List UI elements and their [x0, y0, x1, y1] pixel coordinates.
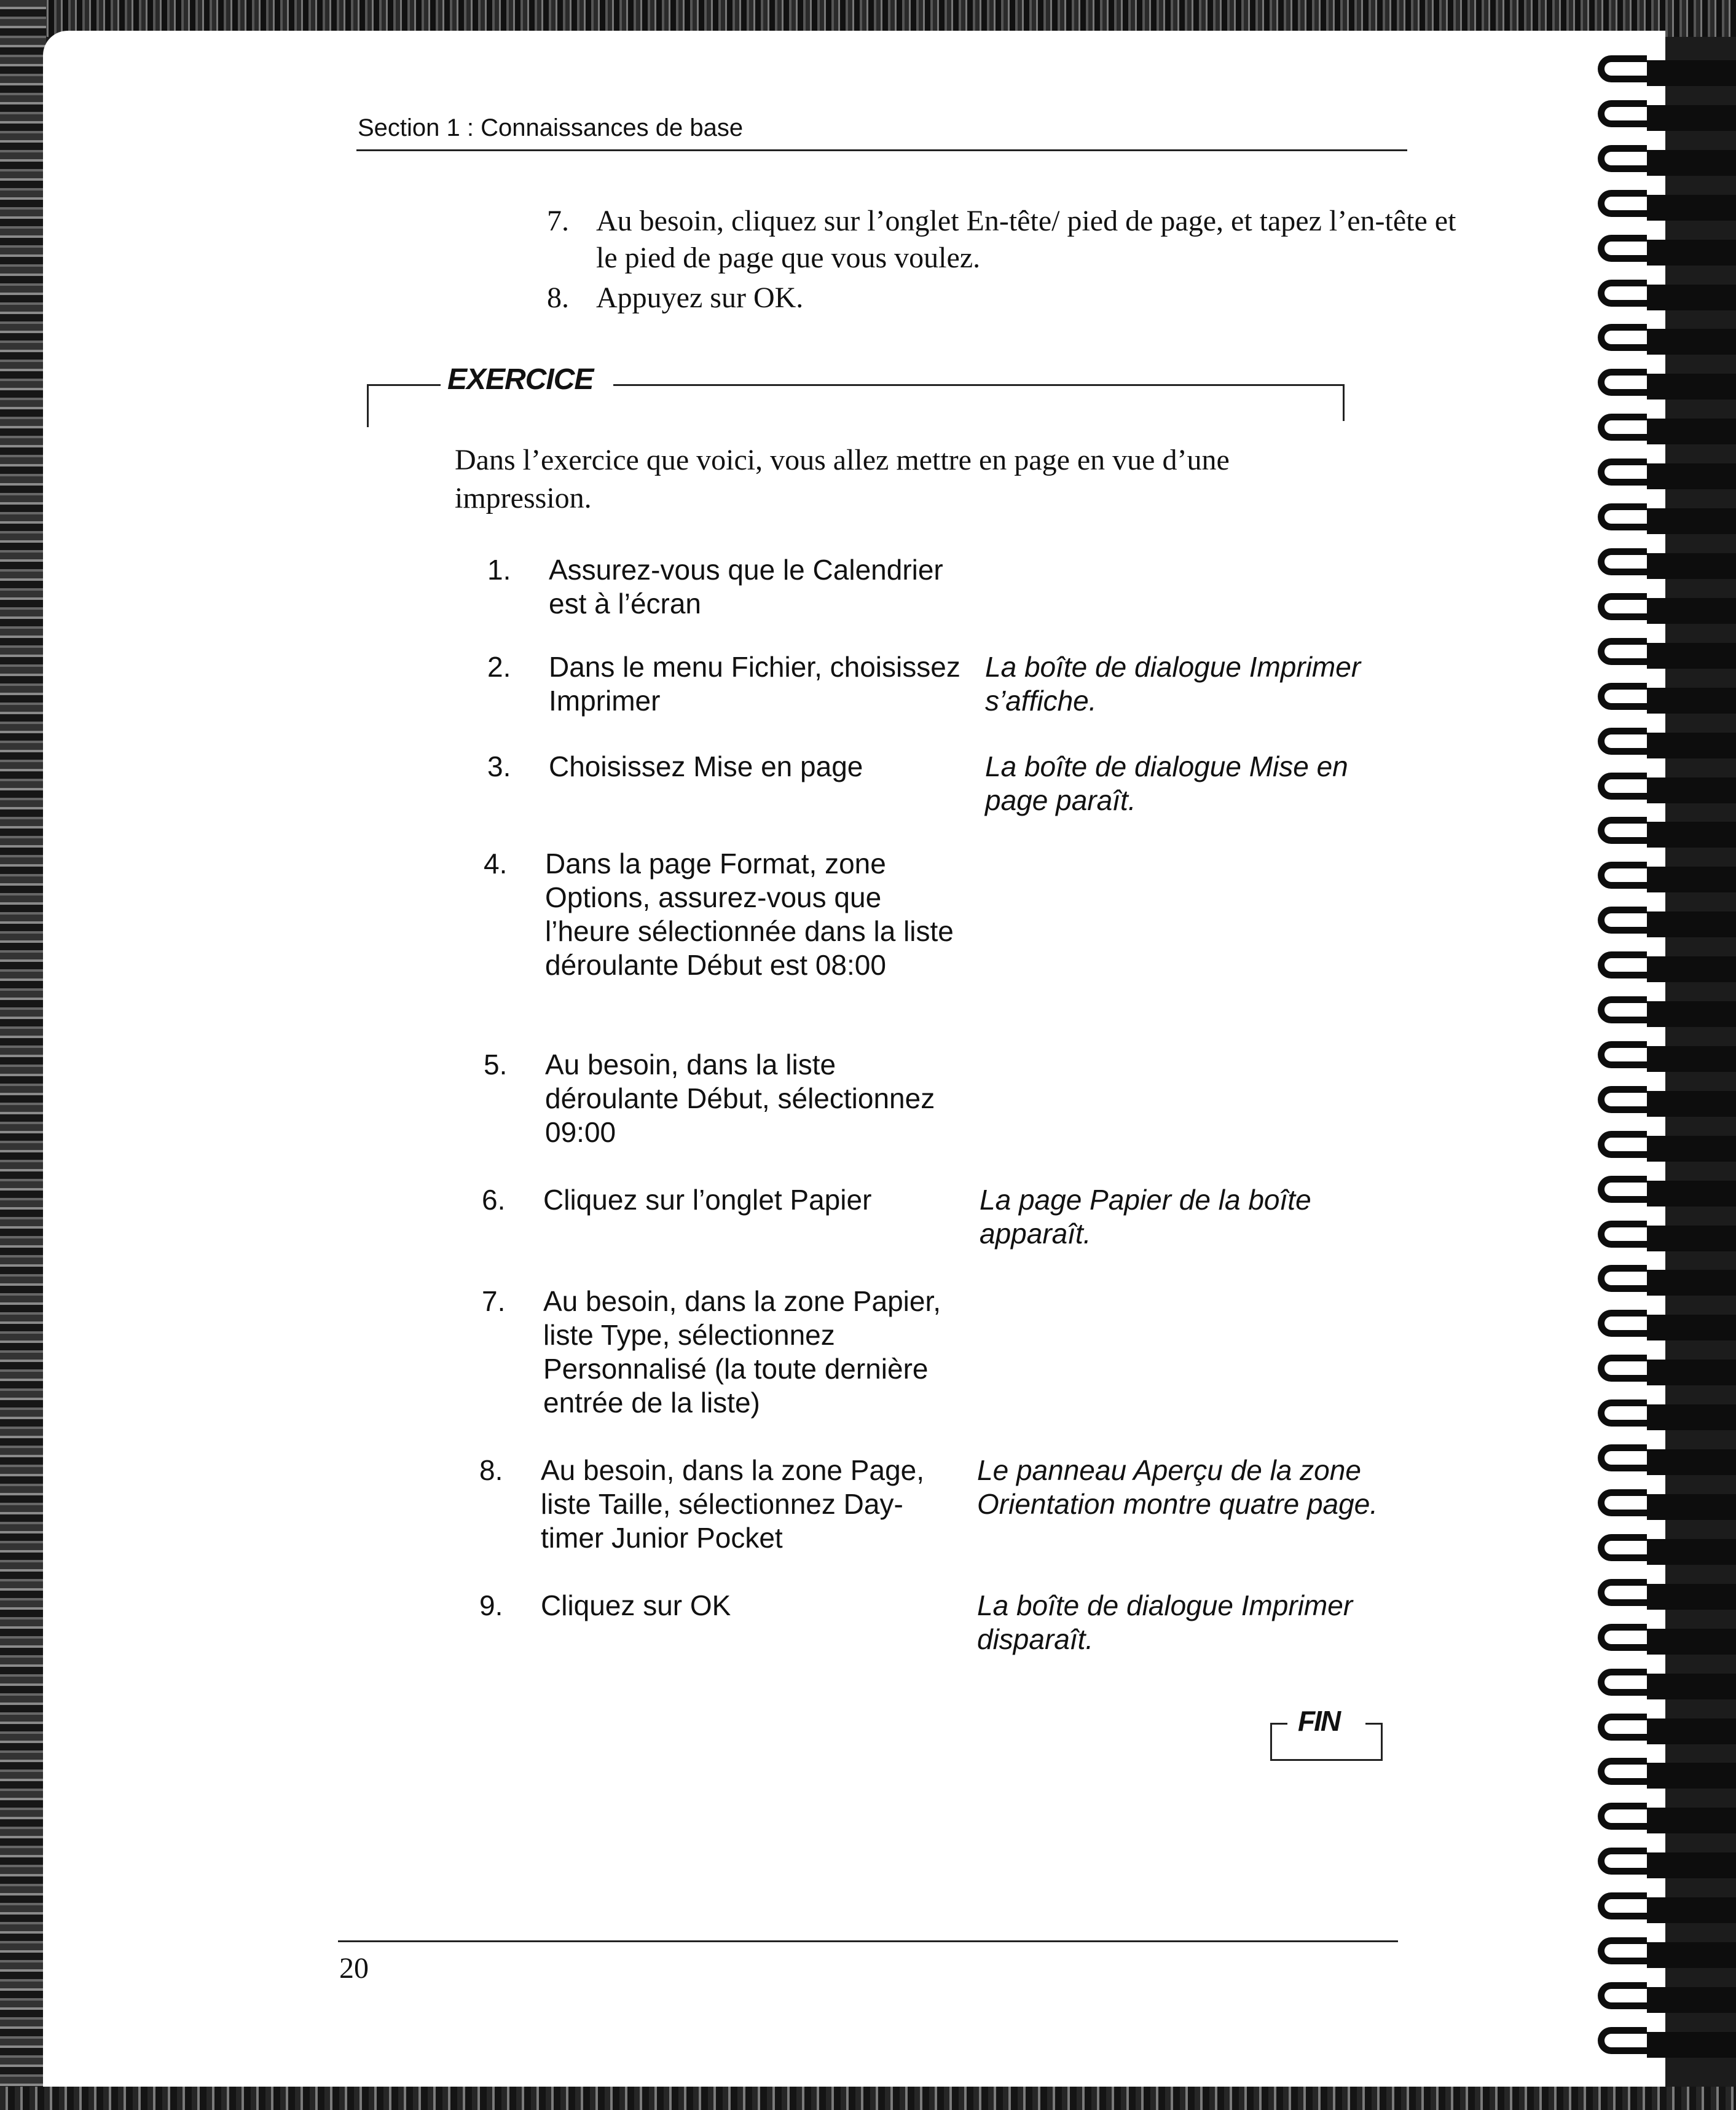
table-row: [479, 1454, 1389, 1607]
step-number: 2.: [487, 651, 511, 683]
spiral-ring: [1585, 414, 1736, 446]
step-action: Cliquez sur OK: [541, 1589, 731, 1621]
list-item: [547, 203, 1469, 283]
spiral-ring: [1585, 593, 1736, 625]
spiral-ring: [1585, 1669, 1736, 1701]
end-marker: [1270, 1705, 1383, 1761]
spiral-ring: [1585, 817, 1736, 849]
spiral-ring: [1585, 1714, 1736, 1746]
step-action: Assurez-vous que le Calendrier est à l’écran: [549, 554, 943, 620]
spiral-ring: [1585, 1937, 1736, 1969]
list-item: [547, 280, 1469, 320]
exercise-frame-right: [1343, 384, 1345, 421]
running-header: Section 1 : Connaissances de base: [358, 114, 744, 141]
spiral-ring: [1585, 1579, 1736, 1611]
header-rule: [356, 149, 1407, 151]
spiral-ring: [1585, 1355, 1736, 1387]
spiral-ring: [1585, 862, 1736, 894]
exercise-frame-top: [613, 384, 1345, 386]
step-action: Cliquez sur l’onglet Papier: [543, 1184, 872, 1216]
spiral-ring: [1585, 1982, 1736, 2014]
spiral-ring: [1585, 100, 1736, 132]
spiral-ring: [1585, 1265, 1736, 1297]
spiral-ring: [1585, 1892, 1736, 1924]
spiral-ring: [1585, 1624, 1736, 1656]
step-action: Au besoin, dans la zone Papier, liste Type, sélectionnez Personnalisé (la toute dernière entrée de la liste): [543, 1285, 941, 1419]
spiral-ring: [1585, 728, 1736, 760]
step-text: Au besoin, cliquez sur l’onglet En-tête/ pied de page, et tapez l’en-tête et le pied de page que vous voulez.: [596, 205, 1456, 274]
spiral-ring: [1585, 55, 1736, 87]
exercise-intro: Dans l’exercice que voici, vous allez mettre en page en vue d’une impression.: [455, 444, 1230, 514]
step-number: 8.: [547, 281, 569, 314]
table-row: [479, 1589, 1389, 1742]
spiral-ring: [1585, 1310, 1736, 1342]
spiral-ring: [1585, 1131, 1736, 1163]
step-action: Dans la page Format, zone Options, assurez-vous que l’heure sélectionnée dans la liste déroulante Début est 08:00: [545, 848, 954, 981]
exercise-frame-top: [367, 384, 441, 386]
spiral-ring: [1585, 1848, 1736, 1880]
spiral-ring: [1585, 459, 1736, 490]
step-result: La boîte de dialogue Imprimer s’affiche.: [985, 651, 1361, 717]
step-number: 5.: [484, 1049, 508, 1081]
spiral-ring: [1585, 1758, 1736, 1790]
step-number: 9.: [479, 1589, 503, 1621]
step-text: Appuyez sur OK.: [596, 281, 804, 314]
step-number: 3.: [487, 750, 511, 782]
page-number: 20: [339, 1952, 369, 1985]
step-result: La boîte de dialogue Mise en page paraît.: [985, 750, 1348, 816]
spiral-ring: [1585, 1444, 1736, 1476]
step-result: La boîte de dialogue Imprimer disparaît.: [977, 1589, 1353, 1655]
step-action: Au besoin, dans la zone Page, liste Taille, sélectionnez Day-timer Junior Pocket: [541, 1454, 925, 1554]
spiral-ring: [1585, 1041, 1736, 1073]
spiral-ring: [1585, 951, 1736, 983]
spiral-ring: [1585, 1399, 1736, 1431]
spiral-ring: [1585, 1086, 1736, 1118]
end-label: FIN: [1298, 1705, 1340, 1737]
spiral-ring: [1585, 1221, 1736, 1253]
step-result: Le panneau Aperçu de la zone Orientation montre quatre page.: [977, 1454, 1378, 1520]
step-number: 8.: [479, 1454, 503, 1486]
table-row: [482, 1285, 1391, 1438]
step-number: 4.: [484, 848, 508, 880]
table-row: [484, 847, 1393, 1001]
spiral-ring: [1585, 369, 1736, 401]
spiral-ring: [1585, 324, 1736, 356]
table-row: [484, 1048, 1393, 1202]
exercise-frame-left: [367, 384, 369, 427]
scan-border-left: [0, 0, 46, 2110]
spiral-ring: [1585, 548, 1736, 580]
spiral-ring: [1585, 1176, 1736, 1208]
spiral-ring: [1585, 1534, 1736, 1566]
spiral-ring: [1585, 235, 1736, 267]
exercise-title: EXERCICE: [447, 363, 594, 396]
spiral-ring: [1585, 907, 1736, 939]
spiral-ring: [1585, 145, 1736, 177]
spiral-ring: [1585, 2027, 1736, 2059]
step-number: 1.: [487, 554, 511, 586]
spiral-ring: [1585, 773, 1736, 805]
step-action: Dans le menu Fichier, choisissez Imprimer: [549, 651, 960, 717]
spiral-ring: [1585, 683, 1736, 715]
spiral-ring: [1585, 996, 1736, 1028]
scan-border-bottom: [0, 2087, 1736, 2110]
spiral-ring: [1585, 190, 1736, 222]
footer-rule: [338, 1940, 1398, 1942]
spiral-ring: [1585, 1803, 1736, 1835]
step-action: Au besoin, dans la liste déroulante Début, sélectionnez 09:00: [545, 1049, 935, 1148]
spiral-ring: [1585, 503, 1736, 535]
step-number: 7.: [482, 1285, 506, 1317]
spiral-binding: [1585, 55, 1736, 2059]
step-number: 6.: [482, 1184, 506, 1216]
step-result: La page Papier de la boîte apparaît.: [980, 1184, 1311, 1250]
spiral-ring: [1585, 638, 1736, 670]
spiral-ring: [1585, 1489, 1736, 1521]
spiral-ring: [1585, 280, 1736, 312]
step-action: Choisissez Mise en page: [549, 750, 863, 782]
step-number: 7.: [547, 205, 569, 237]
